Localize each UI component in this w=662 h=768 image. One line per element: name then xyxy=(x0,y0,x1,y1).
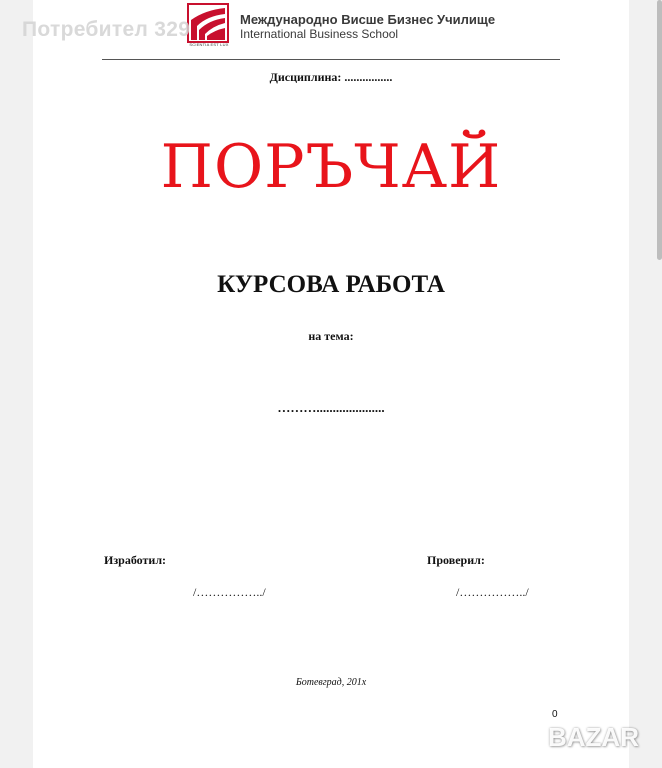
document-type-title: КУРСОВА РАБОТА xyxy=(217,271,445,298)
logo-motto: SCIENTIA EST LUX xyxy=(189,42,229,47)
header-divider xyxy=(102,59,560,60)
made-by-label: Изработил: xyxy=(104,553,167,567)
bazar-watermark: BAZAR xyxy=(548,722,639,752)
checked-by-label: Проверил: xyxy=(427,553,485,567)
topic-label: на тема: xyxy=(308,329,354,343)
topic-placeholder: ………..................... xyxy=(277,400,385,415)
school-name-en: International Business School xyxy=(240,27,399,41)
scrollbar[interactable] xyxy=(657,0,662,260)
discipline-line: Дисциплина: ................ xyxy=(269,70,393,84)
made-by-signature-line: /……………../ xyxy=(193,585,266,599)
page-number: 0 xyxy=(552,709,558,720)
checked-by-signature-line: /……………../ xyxy=(456,585,529,599)
document-page xyxy=(33,0,629,768)
school-name-bg: Международно Висше Бизнес Училище xyxy=(240,12,496,27)
place-and-date: Ботевград, 201х xyxy=(295,677,367,688)
order-stamp: ПОРЪЧАЙ xyxy=(160,132,502,202)
user-overlay-text: Потребител 329 xyxy=(22,18,191,41)
